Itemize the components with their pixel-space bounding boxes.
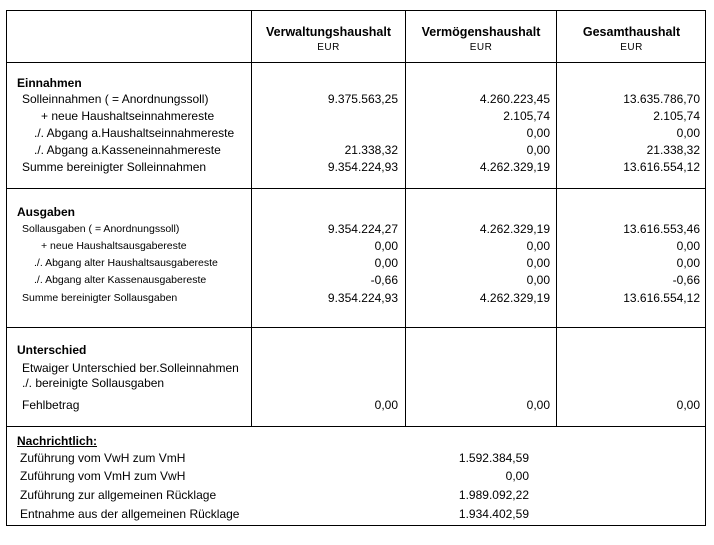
note-value: 1.934.402,59 xyxy=(458,507,529,521)
cell-value: 13.616.554,12 xyxy=(623,160,700,174)
row-label: Etwaiger Unterschied ber.Solleinnahmen xyxy=(22,361,239,375)
row-label: ./. Abgang a.Kasseneinnahmereste xyxy=(34,143,221,157)
note-label: Entnahme aus der allgemeinen Rücklage xyxy=(20,507,240,521)
cell-value: 0,00 xyxy=(374,239,398,253)
cell-value: 0,00 xyxy=(676,398,700,412)
column-header-gesamthaushalt: Gesamthaushalt xyxy=(582,25,681,39)
note-value: 1.592.384,59 xyxy=(458,451,529,465)
cell-value: 0,00 xyxy=(374,256,398,270)
cell-value: 0,00 xyxy=(526,126,550,140)
divider xyxy=(6,62,706,63)
cell-value: 4.262.329,19 xyxy=(479,291,550,305)
cell-value: 2.105,74 xyxy=(503,109,550,123)
row-label: ./. Abgang alter Kassenausgabereste xyxy=(34,274,207,286)
row-label: Solleinnahmen ( = Anordnungssoll) xyxy=(22,92,209,106)
cell-value: 0,00 xyxy=(676,239,700,253)
column-header-vermoegenshaushalt: Vermögenshaushalt xyxy=(421,25,541,39)
cell-value: 9.375.563,25 xyxy=(327,92,398,106)
cell-value: 9.354.224,27 xyxy=(327,222,398,236)
cell-value: 0,00 xyxy=(526,239,550,253)
cell-value: 0,00 xyxy=(526,398,550,412)
section-title-einnahmen: Einnahmen xyxy=(17,76,82,90)
row-label: + neue Haushaltseinnahmereste xyxy=(41,109,215,123)
column-currency: EUR xyxy=(620,42,643,53)
row-label: Summe bereinigter Sollausgaben xyxy=(22,292,178,304)
cell-value: 4.260.223,45 xyxy=(479,92,550,106)
divider xyxy=(251,10,252,426)
cell-value: 13.616.554,12 xyxy=(623,291,700,305)
cell-value: 0,00 xyxy=(526,143,550,157)
column-currency: EUR xyxy=(317,42,340,53)
note-label: Zuführung vom VwH zum VmH xyxy=(20,451,186,465)
cell-value: 0,00 xyxy=(374,398,398,412)
cell-value: 9.354.224,93 xyxy=(327,291,398,305)
divider xyxy=(556,10,557,426)
cell-value: 0,00 xyxy=(676,126,700,140)
row-label: ./. bereinigte Sollausgaben xyxy=(22,376,165,390)
row-label: Fehlbetrag xyxy=(22,398,80,412)
section-title-nachrichtlich: Nachrichtlich: xyxy=(17,434,98,448)
cell-value: 9.354.224,93 xyxy=(327,160,398,174)
cell-value: 2.105,74 xyxy=(653,109,700,123)
divider xyxy=(6,426,706,427)
divider xyxy=(6,327,706,328)
cell-value: 0,00 xyxy=(526,273,550,287)
section-title-unterschied: Unterschied xyxy=(17,343,87,357)
row-label: ./. Abgang a.Haushaltseinnahmereste xyxy=(34,126,235,140)
cell-value: 0,00 xyxy=(676,256,700,270)
cell-value: -0,66 xyxy=(672,273,700,287)
note-value: 1.989.092,22 xyxy=(458,488,529,502)
note-label: Zuführung zur allgemeinen Rücklage xyxy=(20,488,217,502)
cell-value: -0,66 xyxy=(370,273,398,287)
row-label: + neue Haushaltsausgabereste xyxy=(41,240,187,252)
column-header-verwaltungshaushalt: Verwaltungshaushalt xyxy=(265,25,392,39)
divider xyxy=(6,188,706,189)
cell-value: 4.262.329,19 xyxy=(479,222,550,236)
section-title-ausgaben: Ausgaben xyxy=(17,205,76,219)
column-currency: EUR xyxy=(469,42,493,53)
cell-value: 0,00 xyxy=(526,256,550,270)
divider xyxy=(405,10,406,426)
cell-value: 21.338,32 xyxy=(344,143,398,157)
cell-value: 13.635.786,70 xyxy=(623,92,700,106)
note-label: Zuführung vom VmH zum VwH xyxy=(20,469,186,483)
note-value: 0,00 xyxy=(505,469,529,483)
row-label: ./. Abgang alter Haushaltsausgabereste xyxy=(34,257,218,269)
cell-value: 21.338,32 xyxy=(646,143,700,157)
cell-value: 4.262.329,19 xyxy=(479,160,550,174)
row-label: Sollausgaben ( = Anordnungssoll) xyxy=(22,223,180,235)
cell-value: 13.616.553,46 xyxy=(623,222,700,236)
row-label: Summe bereinigter Solleinnahmen xyxy=(22,160,207,174)
